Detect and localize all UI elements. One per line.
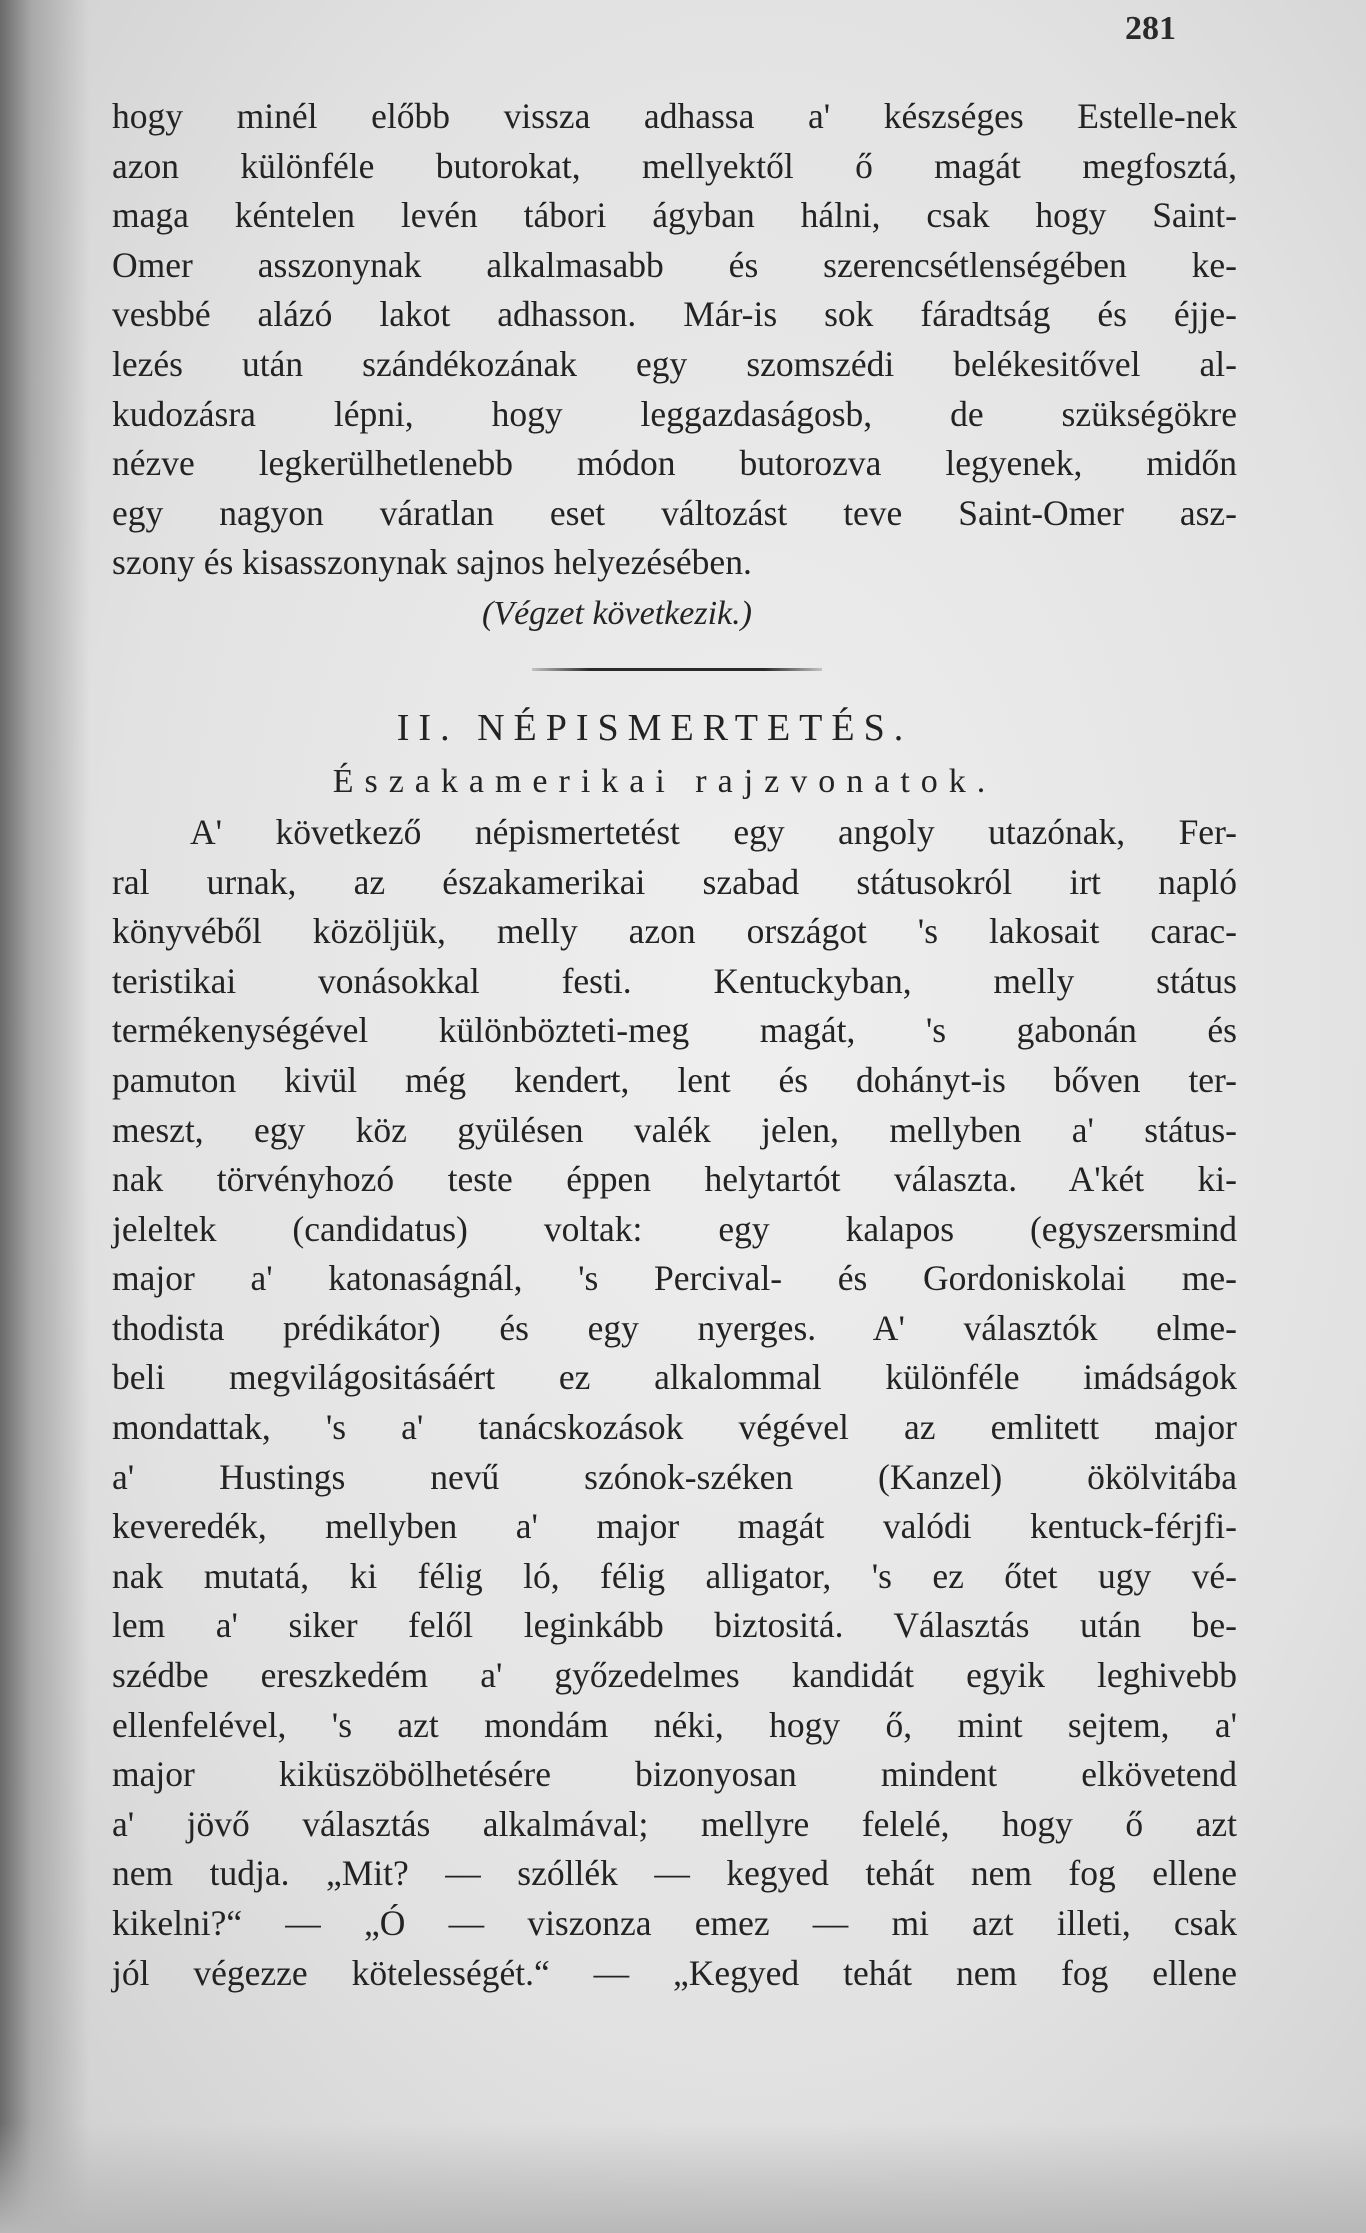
text-line: pamuton kivül még kendert, lent és dohányt-is bőven ter- <box>112 1059 1237 1100</box>
text-line: kudozásra lépni, hogy leggazdaságosb, de szükségökre <box>112 393 1237 434</box>
text-line: thodista prédikátor) és egy nyerges. A' választók elme- <box>112 1307 1237 1348</box>
text-line: meszt, egy köz gyülésen valék jelen, mellyben a' státus- <box>112 1109 1237 1150</box>
page-text <box>112 92 1237 1998</box>
text-line: nem tudja. „Mit? — szóllék — kegyed tehát nem fog ellene <box>112 1853 1237 1894</box>
text-line: beli megvilágositásáért ez alkalommal különféle imádságok <box>112 1357 1237 1398</box>
text-line: A' következő népismertetést egy angoly utazónak, Fer- <box>190 811 1237 852</box>
text-line: szony és kisasszonynak sajnos helyezésében. <box>112 542 752 583</box>
text-line: a' Hustings nevű szónok-széken (Kanzel) ökölvitába <box>112 1456 1237 1497</box>
text-line: egy nagyon váratlan eset változást teve Saint-Omer asz- <box>112 492 1237 533</box>
text-line: szédbe ereszkedém a' győzedelmes kandidát egyik leghivebb <box>112 1655 1237 1696</box>
text-line: jól végezze kötelességét.“ — „Kegyed tehát nem fog ellene <box>112 1952 1237 1993</box>
text-line: nak törvényhozó teste éppen helytartót választa. A'két ki- <box>112 1159 1237 1200</box>
section-divider <box>112 640 1237 700</box>
text-line: mondattak, 's a' tanácskozások végével az emlitett major <box>112 1407 1237 1448</box>
text-line: jeleltek (candidatus) voltak: egy kalapos (egyszersmind <box>112 1208 1237 1249</box>
binding-shadow <box>0 0 90 2233</box>
divider-rule <box>532 668 822 671</box>
text-line: vesbbé alázó lakot adhasson. Már-is sok fáradtság és éjje- <box>112 294 1237 335</box>
text-line: termékenységével különbözteti-meg magát, 's gabonán és <box>112 1010 1237 1051</box>
section-heading: II. NÉPISMERTETÉS. <box>396 706 913 749</box>
text-line: lezés után szándékozának egy szomszédi belékesitővel al- <box>112 343 1237 384</box>
text-line: könyvéből közöljük, melly azon országot 's lakosait carac- <box>112 911 1237 952</box>
text-line: nézve legkerülhetlenebb módon butorozva legyenek, midőn <box>112 443 1237 484</box>
continued-note: (Végzet következik.) <box>482 594 752 632</box>
paragraph-2 <box>112 808 1237 1998</box>
text-line: nak mutatá, ki félig ló, félig alligator, 's ez őtet ugy vé- <box>112 1555 1237 1596</box>
text-line: major kiküszöbölhetésére bizonyosan mindent elkövetend <box>112 1754 1237 1795</box>
paragraph-1 <box>112 92 1237 588</box>
text-line: azon különféle butorokat, mellyektől ő magát megfosztá, <box>112 145 1237 186</box>
page-bottom-shade <box>0 2123 1366 2233</box>
text-line: Omer asszonynak alkalmasabb és szerencsétlenségében ke- <box>112 244 1237 285</box>
page-number: 281 <box>1125 10 1176 47</box>
text-line: ral urnak, az északamerikai szabad státusokról irt napló <box>112 861 1237 902</box>
text-line: teristikai vonásokkal festi. Kentuckyban, melly státus <box>112 960 1237 1001</box>
text-line: kikelni?“ — „Ó — viszonza emez — mi azt illeti, csak <box>112 1903 1237 1943</box>
section-subheading: Északamerikai rajzvonatok. <box>332 762 997 800</box>
text-line: lem a' siker felől leginkább biztositá. Választás után be- <box>112 1605 1237 1646</box>
text-line: major a' katonaságnál, 's Percival- és Gordoniskolai me- <box>112 1258 1237 1299</box>
text-line: maga kéntelen levén tábori ágyban hálni, csak hogy Saint- <box>112 195 1237 236</box>
text-line: keveredék, mellyben a' major magát valódi kentuck-férjfi- <box>112 1506 1237 1547</box>
text-line: hogy minél előbb vissza adhassa a' készséges Estelle-nek <box>112 96 1237 136</box>
text-line: ellenfelével, 's azt mondám néki, hogy ő, mint sejtem, a' <box>112 1704 1237 1745</box>
text-line: a' jövő választás alkalmával; mellyre felelé, hogy ő azt <box>112 1803 1237 1844</box>
